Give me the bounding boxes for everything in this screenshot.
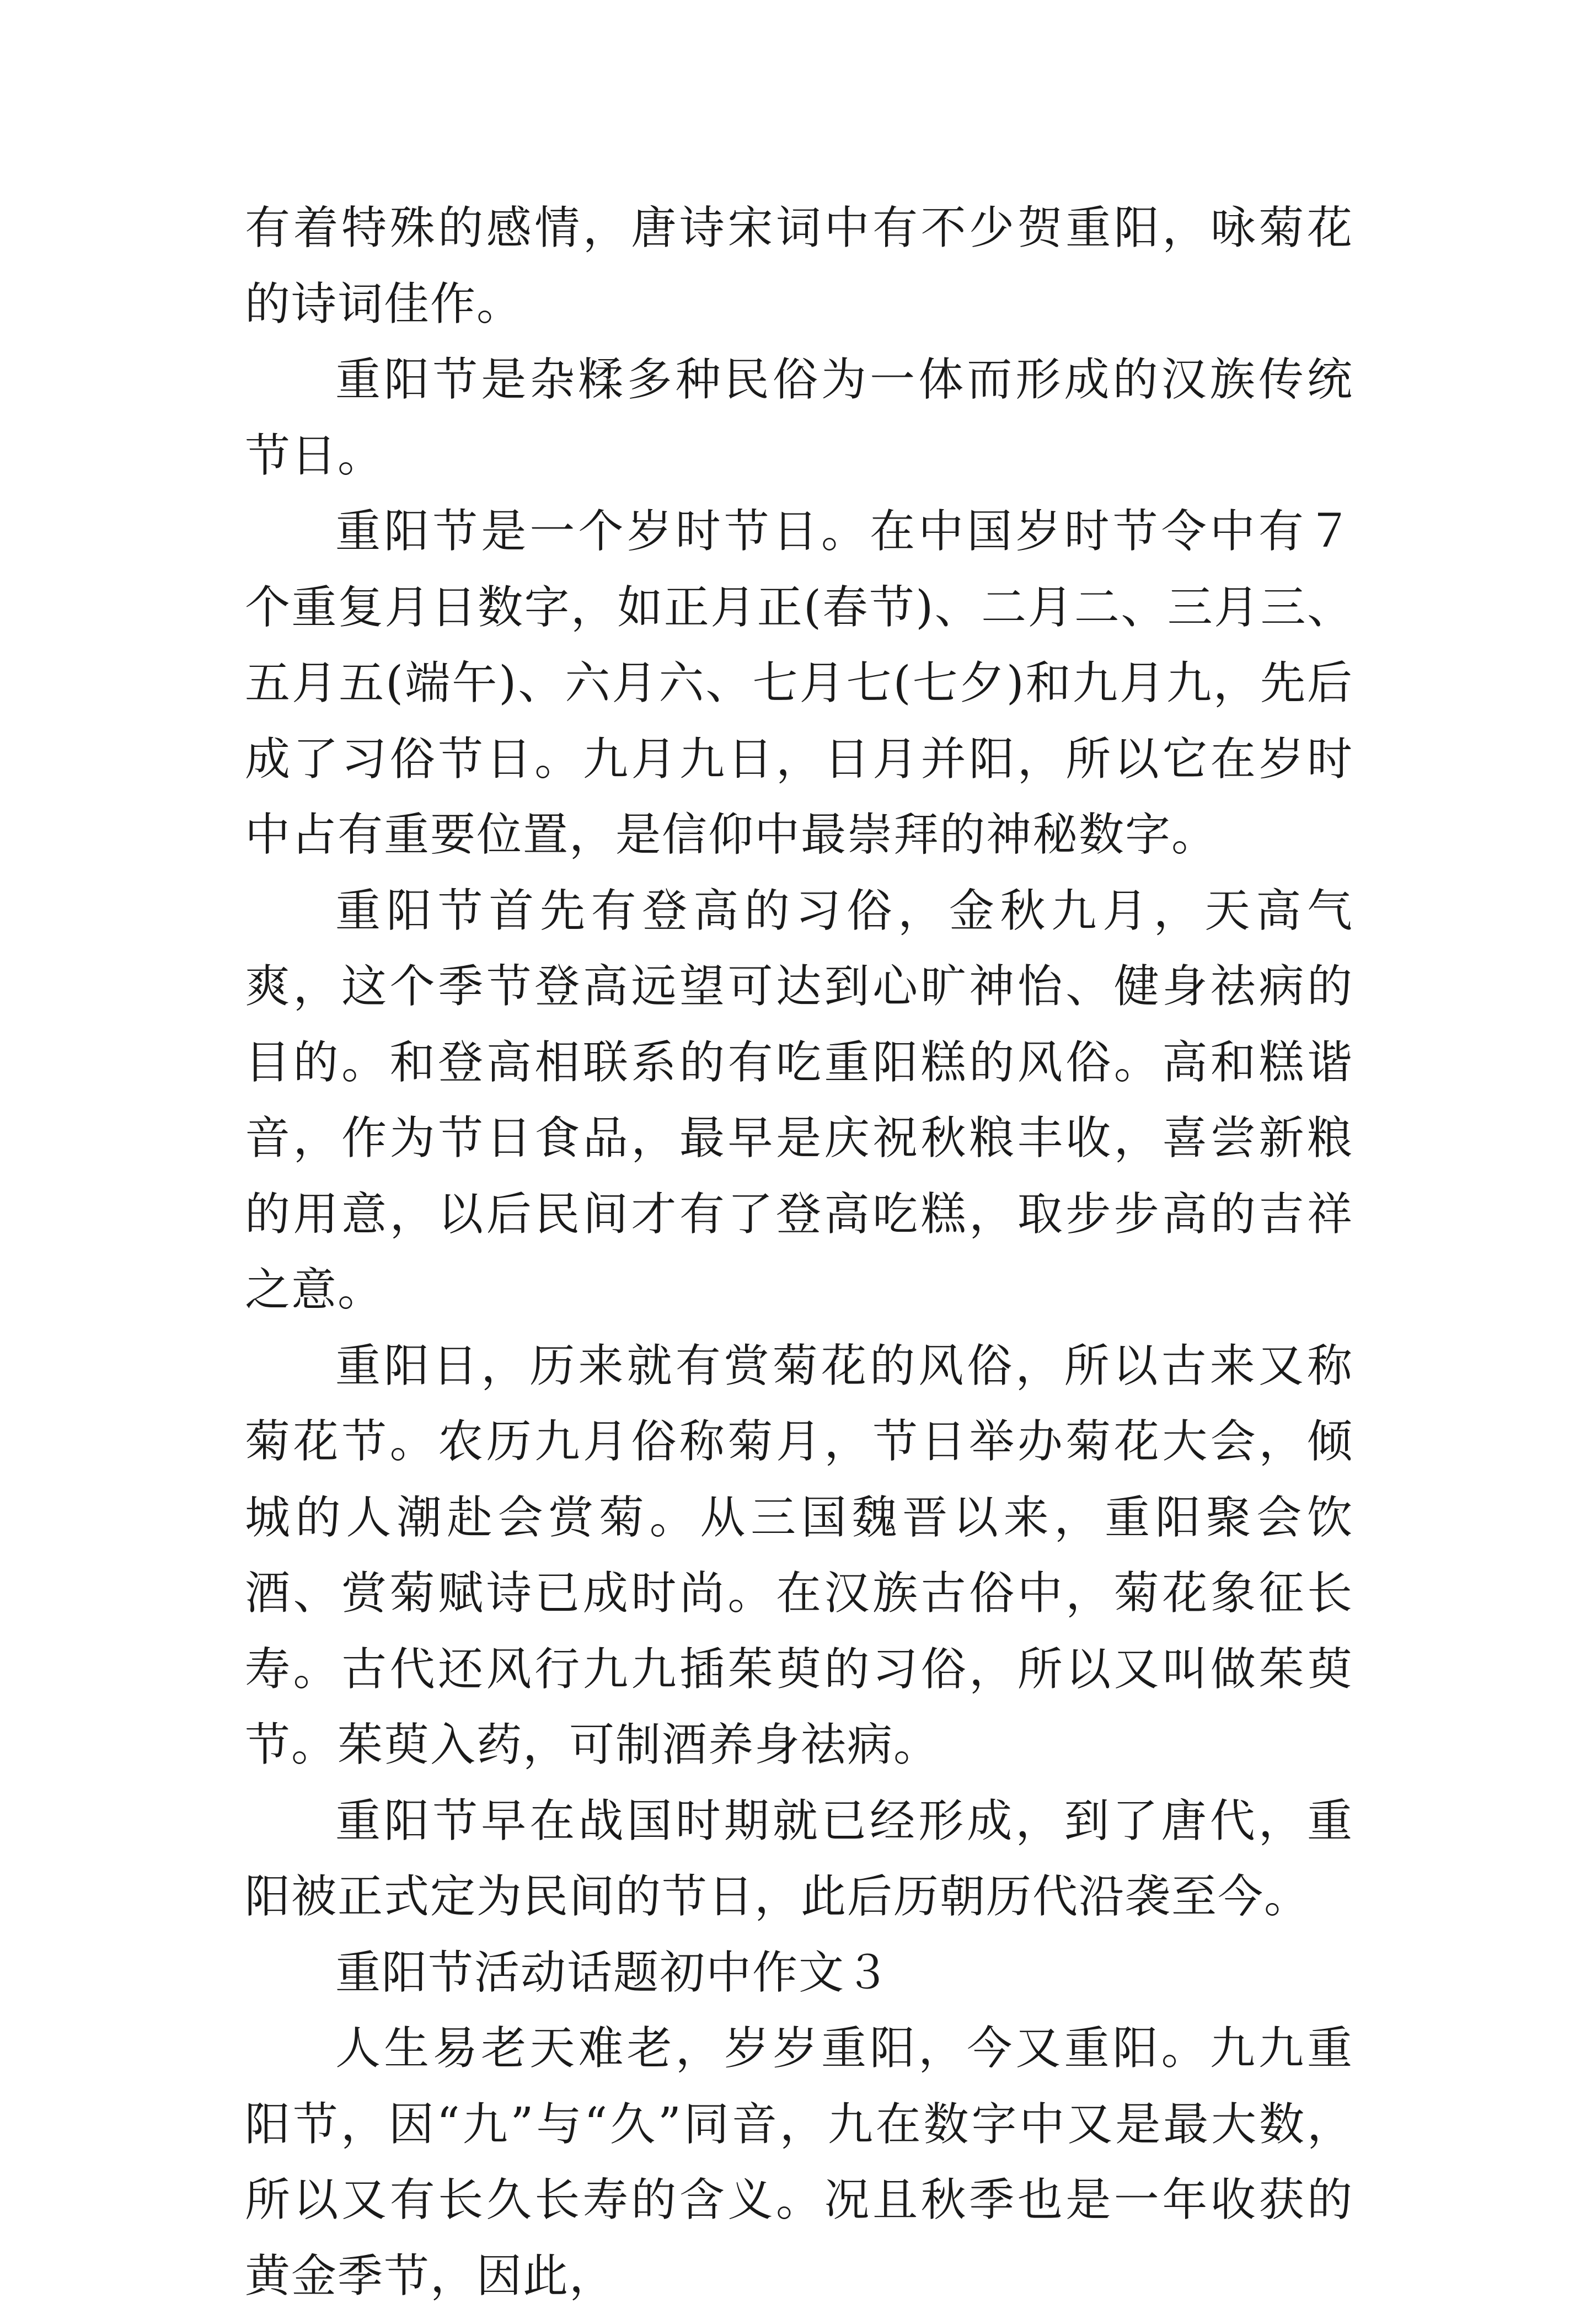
paragraph-5: 重阳日，历来就有赏菊花的风俗，所以古来又称菊花节。农历九月俗称菊月，节日举办菊花大会，倾城的人潮赴会赏菊。从三国魏晋以来，重阳聚会饮酒、赏菊赋诗已成时尚。在汉族古俗中，菊花象征长寿。古代还风行九九插茱萸的习俗，所以又叫做茱萸节。茱萸入药，可制酒养身祛病。 — [245, 1339, 1353, 1771]
section-heading: 重阳节活动话题初中作文３ — [335, 1946, 892, 1999]
paragraph-4: 重阳节首先有登高的习俗，金秋九月，天高气爽，这个季节登高远望可达到心旷神怡、健身祛病的目的。和登高相联系的有吃重阳糕的风俗。高和糕谐音，作为节日食品，最早是庆祝秋粮丰收，喜尝新粮的用意，以后民间才有了登高吃糕，取步步高的吉祥之意。 — [245, 884, 1353, 1316]
paragraph-6: 重阳节早在战国时期就已经形成，到了唐代，重阳被正式定为民间的节日，此后历朝历代沿袭至今。 — [245, 1794, 1353, 1923]
paragraph-3: 重阳节是一个岁时节日。在中国岁时节令中有７个重复月日数字，如正月正(春节)、二月二、三月三、五月五(端午)、六月六、七月七(七夕)和九月九，先后成了习俗节日。九月九日，日月并阳，所以它在岁时中占有重要位置，是信仰中最崇拜的神秘数字。 — [245, 505, 1353, 861]
paragraph-1: 有着特殊的感情，唐诗宋词中有不少贺重阳，咏菊花的诗词佳作。 — [245, 202, 1353, 330]
paragraph-7: 人生易老天难老，岁岁重阳，今又重阳。九九重阳节，因“九”与“久”同音，九在数字中又是最大数，所以又有长久长寿的含义。况且秋季也是一年收获的黄金季节，因此， — [245, 2022, 1353, 2302]
paragraph-2: 重阳节是杂糅多种民俗为一体而形成的汉族传统节日。 — [245, 354, 1353, 482]
document-body — [245, 190, 1353, 2314]
